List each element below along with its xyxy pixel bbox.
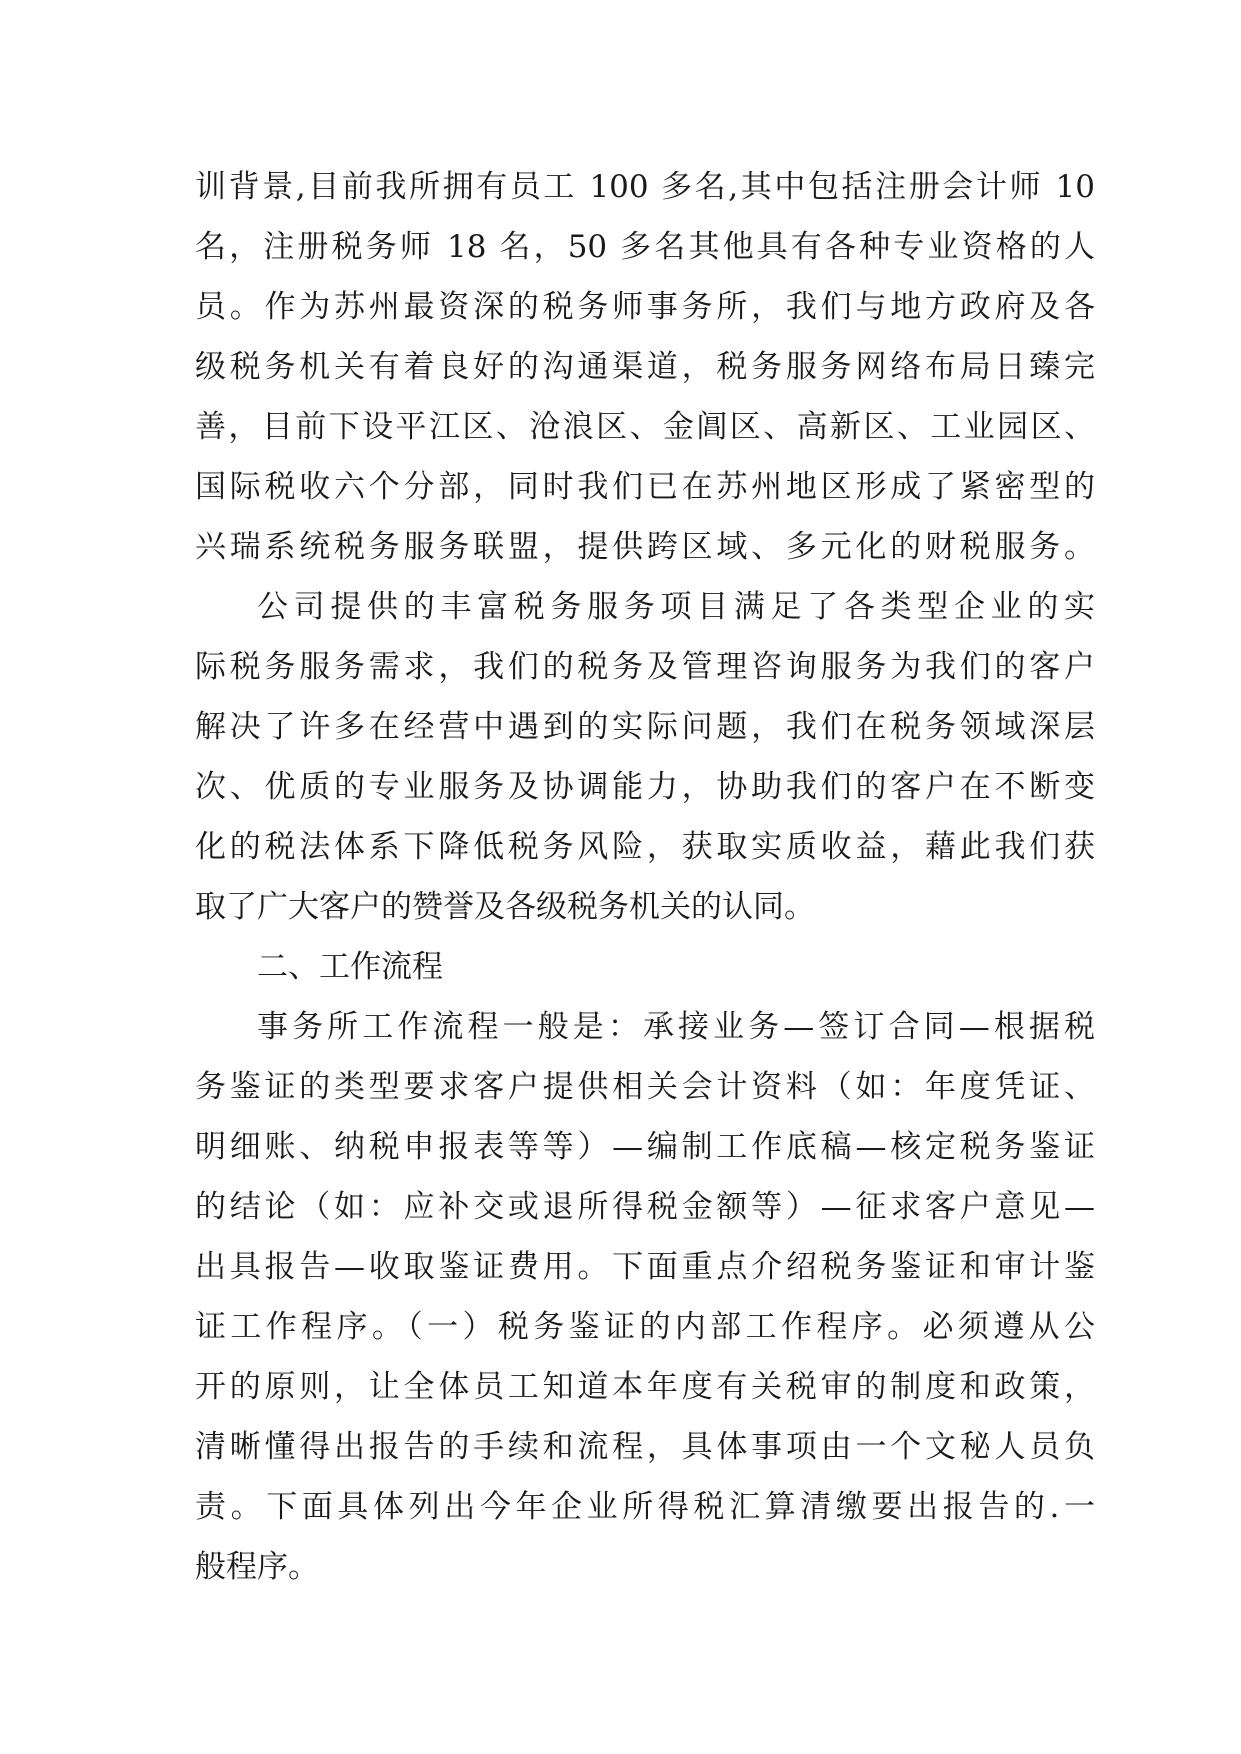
text-line: 清晰懂得出报告的手续和流程，具体事项由一个文秘人员负 (195, 1429, 1095, 1465)
text-line: 际税务服务需求，我们的税务及管理咨询服务为我们的客户 (195, 649, 1095, 685)
text-line: 证工作程序。（一）税务鉴证的内部工作程序。必须遵从公 (195, 1309, 1095, 1345)
text-line: 兴瑞系统税务服务联盟，提供跨区域、多元化的财税服务。 (195, 529, 1095, 565)
text-line: 责。下面具体列出今年企业所得税汇算清缴要出报告的.一 (195, 1489, 1095, 1525)
text-line: 员。作为苏州最资深的税务师事务所，我们与地方政府及各 (195, 289, 1095, 325)
text-line: 务鉴证的类型要求客户提供相关会计资料（如：年度凭证、 (195, 1069, 1095, 1105)
text-line: 的结论（如：应补交或退所得税金额等）—征求客户意见— (195, 1189, 1095, 1225)
text-line: 取了广大客户的赞誉及各级税务机关的认同。 (195, 889, 815, 925)
body-text (195, 157, 1095, 1597)
text-line: 解决了许多在经营中遇到的实际问题，我们在税务领域深层 (195, 709, 1095, 745)
text-line: 公司提供的丰富税务服务项目满足了各类型企业的实 (257, 589, 1095, 625)
text-line: 出具报告—收取鉴证费用。下面重点介绍税务鉴证和审计鉴 (195, 1249, 1095, 1285)
text-line: 国际税收六个分部，同时我们已在苏州地区形成了紧密型的 (195, 469, 1095, 505)
text-line: 开的原则，让全体员工知道本年度有关税审的制度和政策， (195, 1369, 1095, 1405)
text-line: 训背景,目前我所拥有员工 100 多名,其中包括注册会计师 10 (195, 169, 1095, 205)
text-line: 次、优质的专业服务及协调能力，协助我们的客户在不断变 (195, 769, 1095, 805)
text-line: 事务所工作流程一般是：承接业务—签订合同—根据税 (257, 1009, 1095, 1045)
text-line: 二、工作流程 (257, 949, 443, 985)
text-line: 明细账、纳税申报表等等）—编制工作底稿—核定税务鉴证 (195, 1129, 1095, 1165)
text-line: 级税务机关有着良好的沟通渠道，税务服务网络布局日臻完 (195, 349, 1095, 385)
text-line: 善，目前下设平江区、沧浪区、金阊区、高新区、工业园区、 (195, 409, 1095, 445)
text-line: 名，注册税务师 18 名，50 多名其他具有各种专业资格的人 (195, 229, 1095, 265)
text-line: 化的税法体系下降低税务风险，获取实质收益，藉此我们获 (195, 829, 1095, 865)
text-line: 般程序。 (195, 1549, 319, 1585)
